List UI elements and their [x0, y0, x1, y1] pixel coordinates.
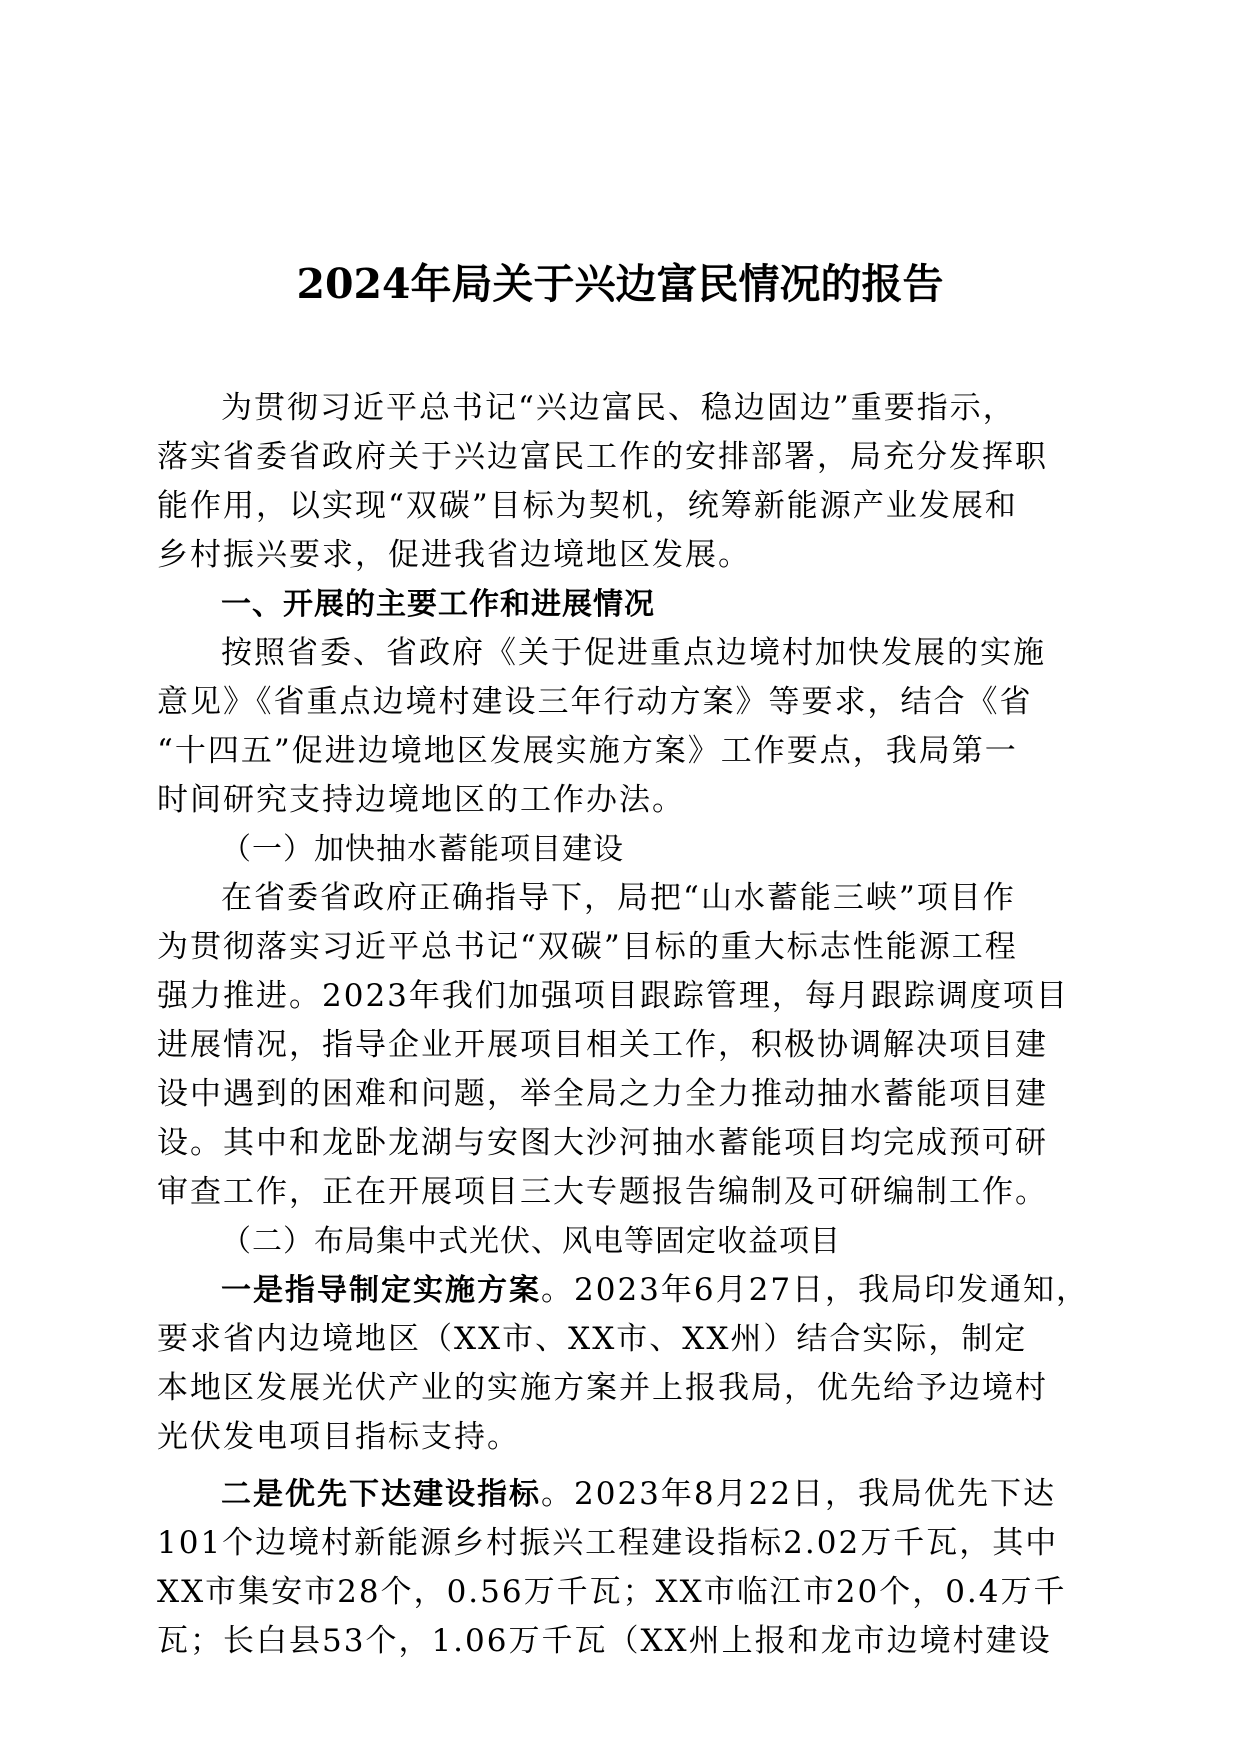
- section1-line: “十四五”促进边境地区发展实施方案》工作要点，我局第一: [157, 733, 1018, 769]
- section1-paragraph: [157, 629, 1079, 825]
- subsection-heading-2: （二）布局集中式光伏、风电等固定收益项目: [221, 1224, 841, 1259]
- item1-line: 要求省内边境地区（XX市、XX市、XX州）结合实际，制定: [157, 1321, 1028, 1357]
- section-heading-1: 一、开展的主要工作和进展情况: [221, 587, 655, 622]
- document-body: [157, 384, 1090, 1666]
- item2-line: 101个边境村新能源乡村振兴工程建设指标2.02万千瓦，其中: [157, 1525, 1059, 1561]
- section1-line: 时间研究支持边境地区的工作办法。: [157, 782, 685, 818]
- subsection1-line: 审查工作，正在开展项目三大专题报告编制及可研编制工作。: [157, 1174, 1048, 1210]
- section1-line: 意见》《省重点边境村建设三年行动方案》等要求，结合《省: [157, 684, 1033, 720]
- item1-bold-lead: 一是指导制定实施方案: [221, 1273, 541, 1308]
- subsection1-line: 为贯彻落实习近平总书记“双碳”目标的重大标志性能源工程: [157, 929, 1018, 965]
- item2-line: 瓦；长白县53个，1.06万千瓦（XX州上报和龙市边境村建设: [157, 1623, 1052, 1659]
- item2-paragraph: [157, 1470, 1079, 1666]
- subsection-heading-1: （一）加快抽水蓄能项目建设: [221, 832, 624, 867]
- item1-paragraph: [157, 1266, 1090, 1462]
- item1-line: 光伏发电项目指标支持。: [157, 1419, 520, 1455]
- item2-first-rest: 。2023年8月22日，我局优先下达: [541, 1476, 1057, 1512]
- subsection1-line: 在省委省政府正确指导下，局把“山水蓄能三峡”项目作: [221, 880, 1016, 916]
- intro-line: 乡村振兴要求，促进我省边境地区发展。: [157, 537, 751, 573]
- section1-line: 按照省委、省政府《关于促进重点边境村加快发展的实施: [221, 635, 1046, 671]
- item2-bold-lead: 二是优先下达建设指标: [221, 1477, 541, 1512]
- item1-first-rest: 。2023年6月27日，我局印发通知，: [541, 1272, 1090, 1308]
- subsection1-line: 进展情况，指导企业开展项目相关工作，积极协调解决项目建: [157, 1027, 1048, 1063]
- item2-first-line: [157, 1470, 1079, 1519]
- intro-line: 能作用，以实现“双碳”目标为契机，统筹新能源产业发展和: [157, 488, 1018, 524]
- intro-line: 落实省委省政府关于兴边富民工作的安排部署，局充分发挥职: [157, 439, 1048, 475]
- subsection1-line: 设。其中和龙卧龙湖与安图大沙河抽水蓄能项目均完成预可研: [157, 1125, 1048, 1161]
- intro-line: 为贯彻习近平总书记“兴边富民、稳边固边”重要指示，: [221, 390, 1016, 426]
- document-title: 2024年局关于兴边富民情况的报告: [296, 260, 944, 308]
- subsection1-line: 设中遇到的困难和问题，举全局之力全力推动抽水蓄能项目建: [157, 1076, 1048, 1112]
- item1-first-line: [157, 1266, 1090, 1315]
- subsection1-paragraph: [157, 874, 1079, 1217]
- paragraph-gap: [157, 1462, 1079, 1470]
- item1-line: 本地区发展光伏产业的实施方案并上报我局，优先给予边境村: [157, 1370, 1048, 1406]
- item2-line: XX市集安市28个，0.56万千瓦；XX市临江市20个，0.4万千: [157, 1574, 1067, 1610]
- subsection1-line: 强力推进。2023年我们加强项目跟踪管理，每月跟踪调度项目: [157, 978, 1069, 1014]
- intro-paragraph: [157, 384, 1079, 580]
